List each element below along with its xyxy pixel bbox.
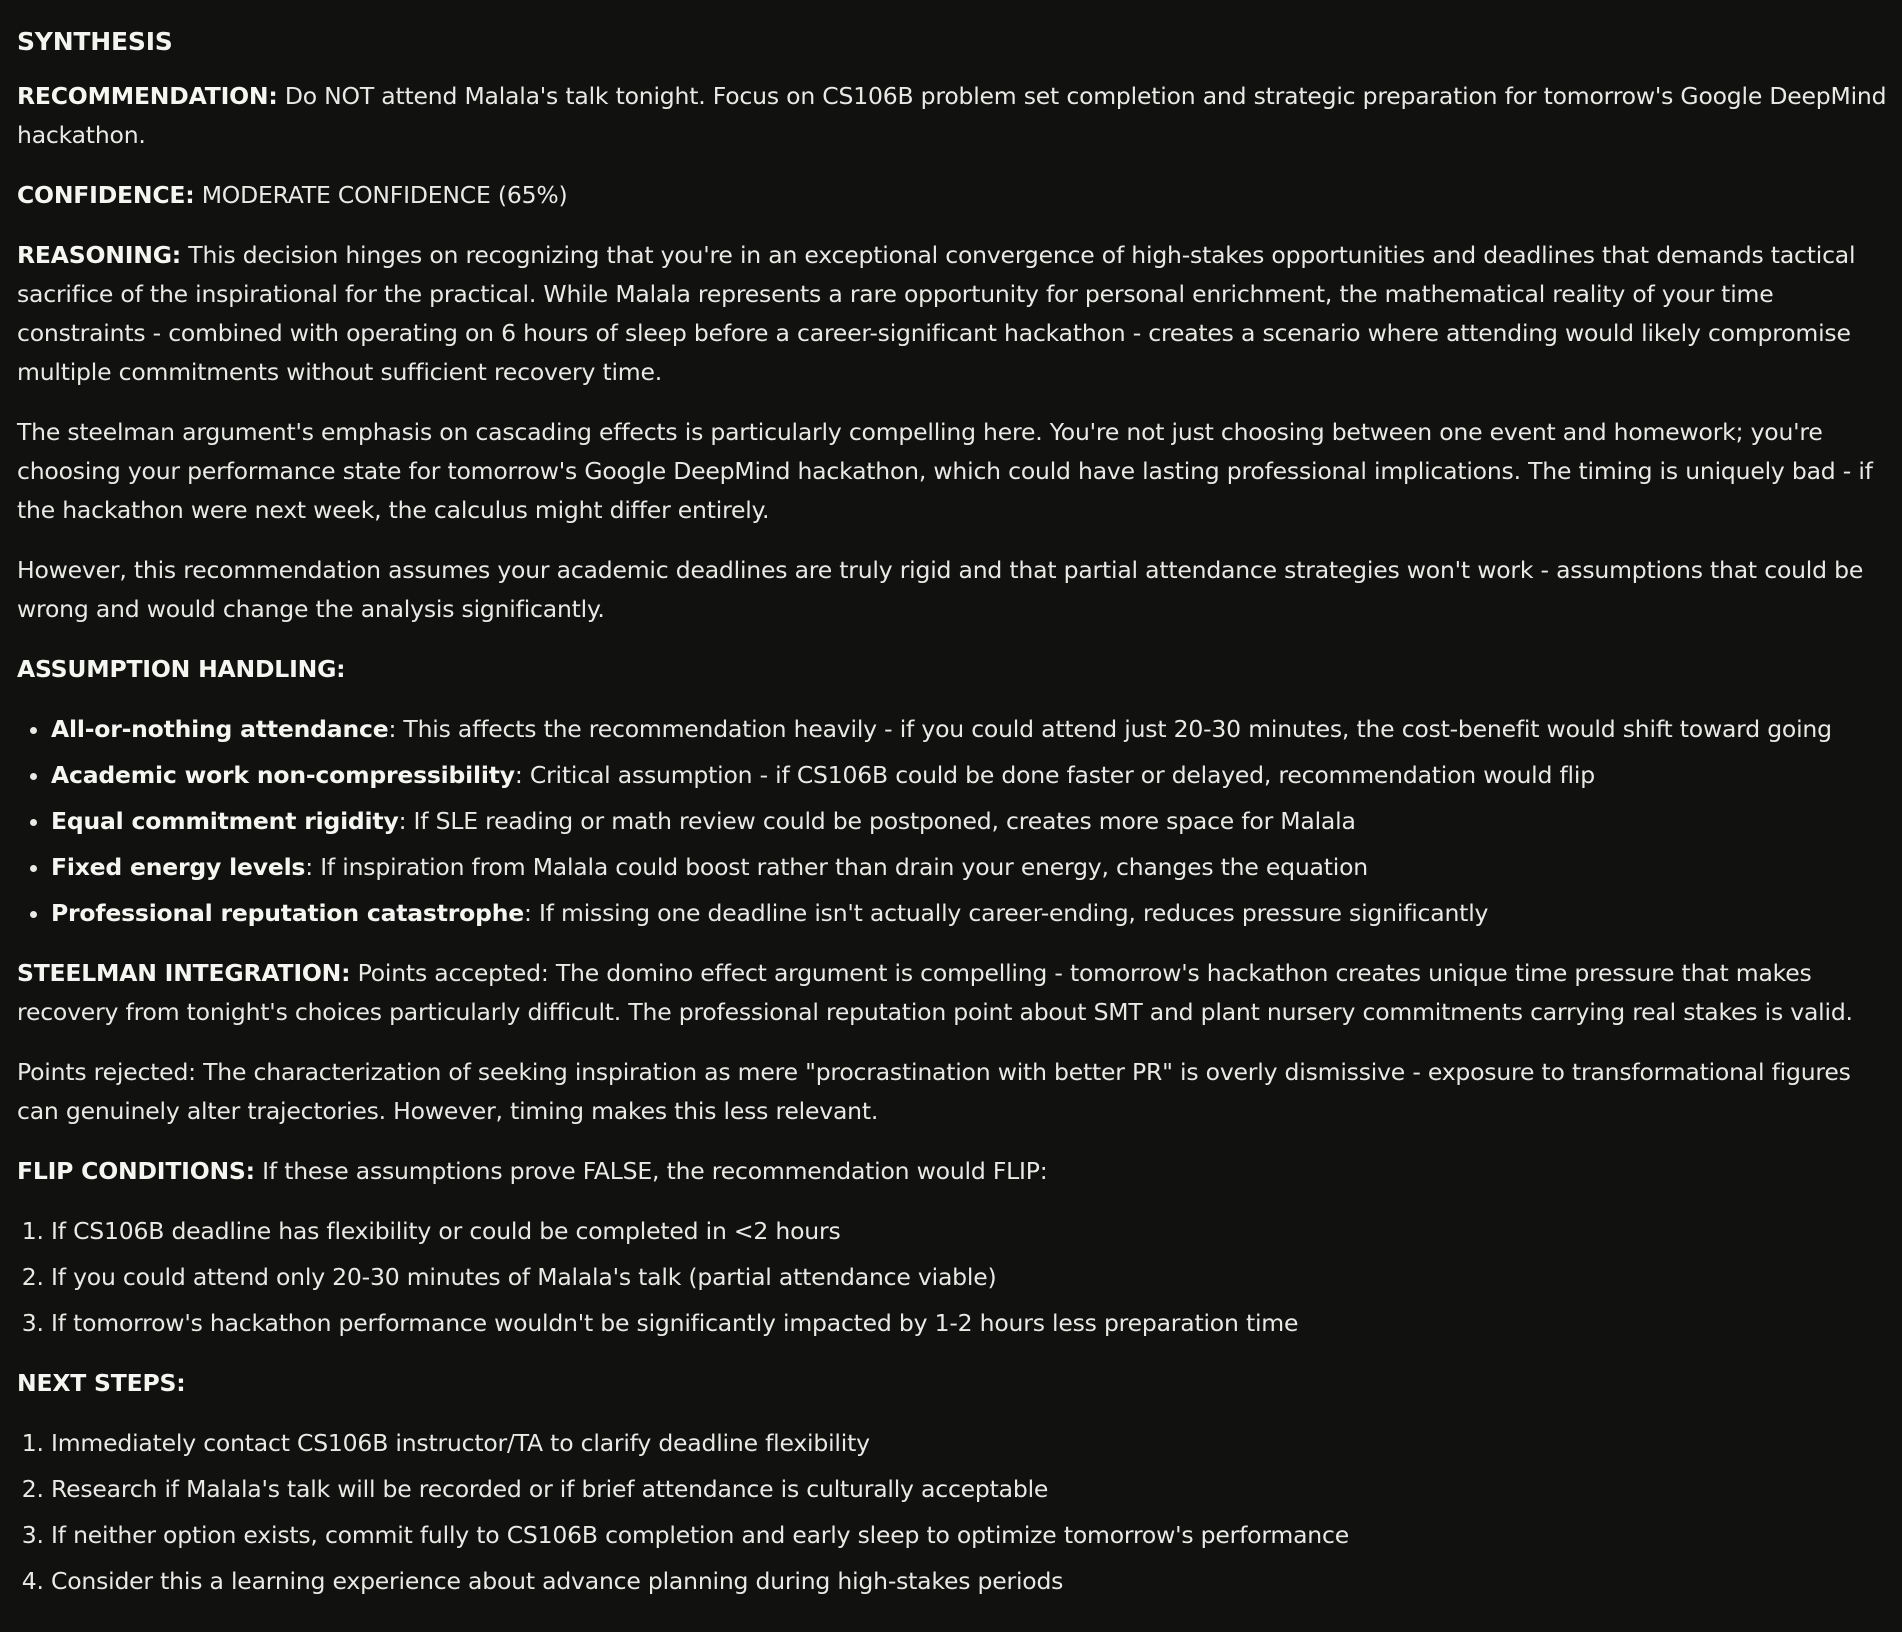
synthesis-heading: SYNTHESIS [17, 27, 173, 56]
assumption-term: Professional reputation catastrophe [51, 899, 524, 927]
list-item [51, 710, 1887, 749]
list-item: 3. If tomorrow's hackathon performance wouldn't be significantly impacted by 1-2 hours less preparation time [51, 1304, 1887, 1343]
assumption-text: : This affects the recommendation heavily - if you could attend just 20-30 minutes, the cost-benefit would shift toward going [388, 715, 1832, 743]
reasoning-paragraph-2: The steelman argument's emphasis on cascading effects is particularly compelling here. You're not just choosing between one event and homework; you're choosing your performance state for tomorrow's Google DeepMind hackathon, which could have lasting professional implications. The timing is uniquely bad - if the hackathon were next week, the calculus might differ entirely. [17, 418, 1873, 524]
list-item [51, 848, 1887, 887]
confidence-label: CONFIDENCE: [17, 181, 195, 209]
assumption-handling-paragraph [17, 650, 1887, 689]
list-item [51, 894, 1887, 933]
reasoning-paragraph [17, 236, 1887, 392]
flip-conditions-paragraph [17, 1152, 1887, 1191]
assumption-term: Fixed energy levels [51, 853, 306, 881]
next-steps-list [17, 1424, 1887, 1601]
recommendation-text: Do NOT attend Malala's talk tonight. Focus on CS106B problem set completion and strategic preparation for tomorrow's Google DeepMind hackathon. [17, 82, 1887, 149]
steelman-paragraph [17, 954, 1887, 1032]
flip-conditions-text: If these assumptions prove FALSE, the recommendation would FLIP: [254, 1157, 1048, 1185]
next-steps-paragraph [17, 1364, 1887, 1403]
steelman-paragraph-2: Points rejected: The characterization of seeking inspiration as mere "procrastination with better PR" is overly dismissive - exposure to transformational figures can genuinely alter trajectories. However, timing makes this less relevant. [17, 1058, 1851, 1125]
list-item [51, 802, 1887, 841]
reasoning-label: REASONING: [17, 241, 182, 269]
next-steps-label: NEXT STEPS: [17, 1369, 186, 1397]
recommendation-paragraph [17, 77, 1887, 155]
assumption-text: : If missing one deadline isn't actually career-ending, reduces pressure significantly [523, 899, 1489, 927]
list-item: 1. If CS106B deadline has flexibility or could be completed in <2 hours [51, 1212, 1887, 1251]
flip-conditions-label: FLIP CONDITIONS: [17, 1157, 255, 1185]
confidence-text: MODERATE CONFIDENCE (65%) [194, 181, 568, 209]
assumption-text: : If inspiration from Malala could boost rather than drain your energy, changes the equation [305, 853, 1368, 881]
synthesis-document [17, 22, 1887, 1622]
list-item: 4. Consider this a learning experience about advance planning during high-stakes periods [51, 1562, 1887, 1601]
steelman-label: STEELMAN INTEGRATION: [17, 959, 351, 987]
list-item: 2. Research if Malala's talk will be recorded or if brief attendance is culturally acceptable [51, 1470, 1887, 1509]
list-item [51, 756, 1887, 795]
confidence-paragraph [17, 176, 1887, 215]
recommendation-label: RECOMMENDATION: [17, 82, 278, 110]
assumption-list [17, 710, 1887, 933]
flip-conditions-list [17, 1212, 1887, 1343]
assumption-text: : Critical assumption - if CS106B could be done faster or delayed, recommendation would flip [514, 761, 1595, 789]
assumption-text: : If SLE reading or math review could be postponed, creates more space for Malala [398, 807, 1356, 835]
list-item: 2. If you could attend only 20-30 minutes of Malala's talk (partial attendance viable) [51, 1258, 1887, 1297]
assumption-term: All-or-nothing attendance [51, 715, 389, 743]
steelman-text: Points accepted: The domino effect argument is compelling - tomorrow's hackathon creates unique time pressure that makes recovery from tonight's choices particularly difficult. The professional reputation point about SMT and plant nursery commitments carrying real stakes is valid. [17, 959, 1853, 1026]
assumption-term: Equal commitment rigidity [51, 807, 399, 835]
list-item: 3. If neither option exists, commit fully to CS106B completion and early sleep to optimize tomorrow's performance [51, 1516, 1887, 1555]
list-item: 1. Immediately contact CS106B instructor/TA to clarify deadline flexibility [51, 1424, 1887, 1463]
assumption-term: Academic work non-compressibility [51, 761, 515, 789]
assumption-handling-label: ASSUMPTION HANDLING: [17, 655, 346, 683]
reasoning-paragraph-3: However, this recommendation assumes your academic deadlines are truly rigid and that partial attendance strategies won't work - assumptions that could be wrong and would change the analysis significantly. [17, 556, 1864, 623]
reasoning-text: This decision hinges on recognizing that you're in an exceptional convergence of high-stakes opportunities and deadlines that demands tactical sacrifice of the inspirational for the practical. While Malala represents a rare opportunity for personal enrichment, the mathematical reality of your time constraints - combined with operating on 6 hours of sleep before a career-significant hackathon - creates a scenario where attending would likely compromise multiple commitments without sufficient recovery time. [17, 241, 1856, 386]
